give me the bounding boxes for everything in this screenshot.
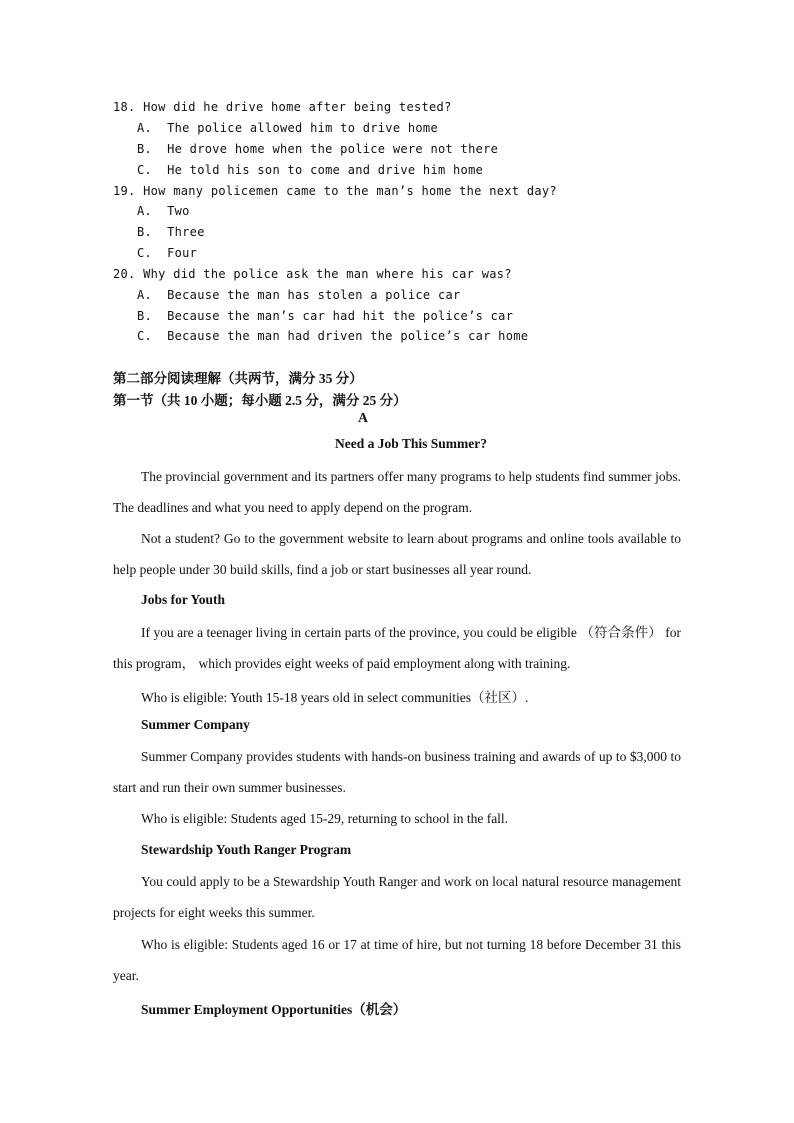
- question-18-option-b: B. He drove home when the police were not there: [137, 142, 499, 156]
- question-20-option-b: B. Because the man’s car had hit the police’s car: [137, 309, 514, 323]
- intro-paragraph-2: Not a student? Go to the government website to learn about programs and online tools available to help people under 30 build skills, find a job or start businesses all year round.: [113, 531, 681, 577]
- question-18-option-c: C. He told his son to come and drive him home: [137, 163, 484, 177]
- program-description-stewardship-youth-ranger: You could apply to be a Stewardship Youth Ranger and work on local natural resource management projects for eight weeks this summer.: [113, 874, 681, 920]
- question-20-option-c: C. Because the man had driven the police’s car home: [137, 329, 529, 343]
- program-heading-jobs-for-youth: Jobs for Youth: [141, 592, 226, 607]
- question-19-option-a: A. Two: [137, 204, 190, 218]
- program-heading-summer-employment: Summer Employment Opportunities（机会）: [141, 1002, 407, 1017]
- question-19-stem: 19. How many policemen came to the man’s home the next day?: [113, 184, 557, 198]
- question-18-stem: 18. How did he drive home after being tested?: [113, 100, 452, 114]
- program-eligibility-jobs-for-youth: Who is eligible: Youth 15-18 years old in select communities（社区）.: [141, 690, 529, 705]
- program-eligibility-summer-company: Who is eligible: Students aged 15-29, returning to school in the fall.: [141, 811, 509, 826]
- section-one-heading: 第一节（共 10 小题；每小题 2.5 分，满分 25 分）: [113, 393, 407, 408]
- question-19-option-b: B. Three: [137, 225, 205, 239]
- part-two-heading: 第二部分阅读理解（共两节，满分 35 分）: [113, 371, 363, 386]
- question-20-stem: 20. Why did the police ask the man where his car was?: [113, 267, 512, 281]
- question-19-option-c: C. Four: [137, 246, 198, 260]
- program-description-summer-company: Summer Company provides students with hands-on business training and awards of up to $3,000 to start and run their own summer businesses.: [113, 749, 681, 795]
- intro-paragraph-1: The provincial government and its partners offer many programs to help students find summer jobs. The deadlines and what you need to apply depend on the program.: [113, 469, 681, 515]
- question-20-option-a: A. Because the man has stolen a police car: [137, 288, 461, 302]
- program-eligibility-stewardship-youth-ranger: Who is eligible: Students aged 16 or 17 at time of hire, but not turning 18 before December 31 this year.: [113, 937, 681, 983]
- passage-letter: A: [358, 410, 368, 425]
- program-description-jobs-for-youth: If you are a teenager living in certain parts of the province, you could be eligible （符合条件） for this program， which provides eight weeks of paid employment along with training.: [113, 625, 681, 671]
- program-heading-stewardship-youth-ranger: Stewardship Youth Ranger Program: [141, 842, 352, 857]
- program-heading-summer-company: Summer Company: [141, 717, 250, 732]
- question-18-option-a: A. The police allowed him to drive home: [137, 121, 438, 135]
- passage-title: Need a Job This Summer?: [334, 436, 487, 451]
